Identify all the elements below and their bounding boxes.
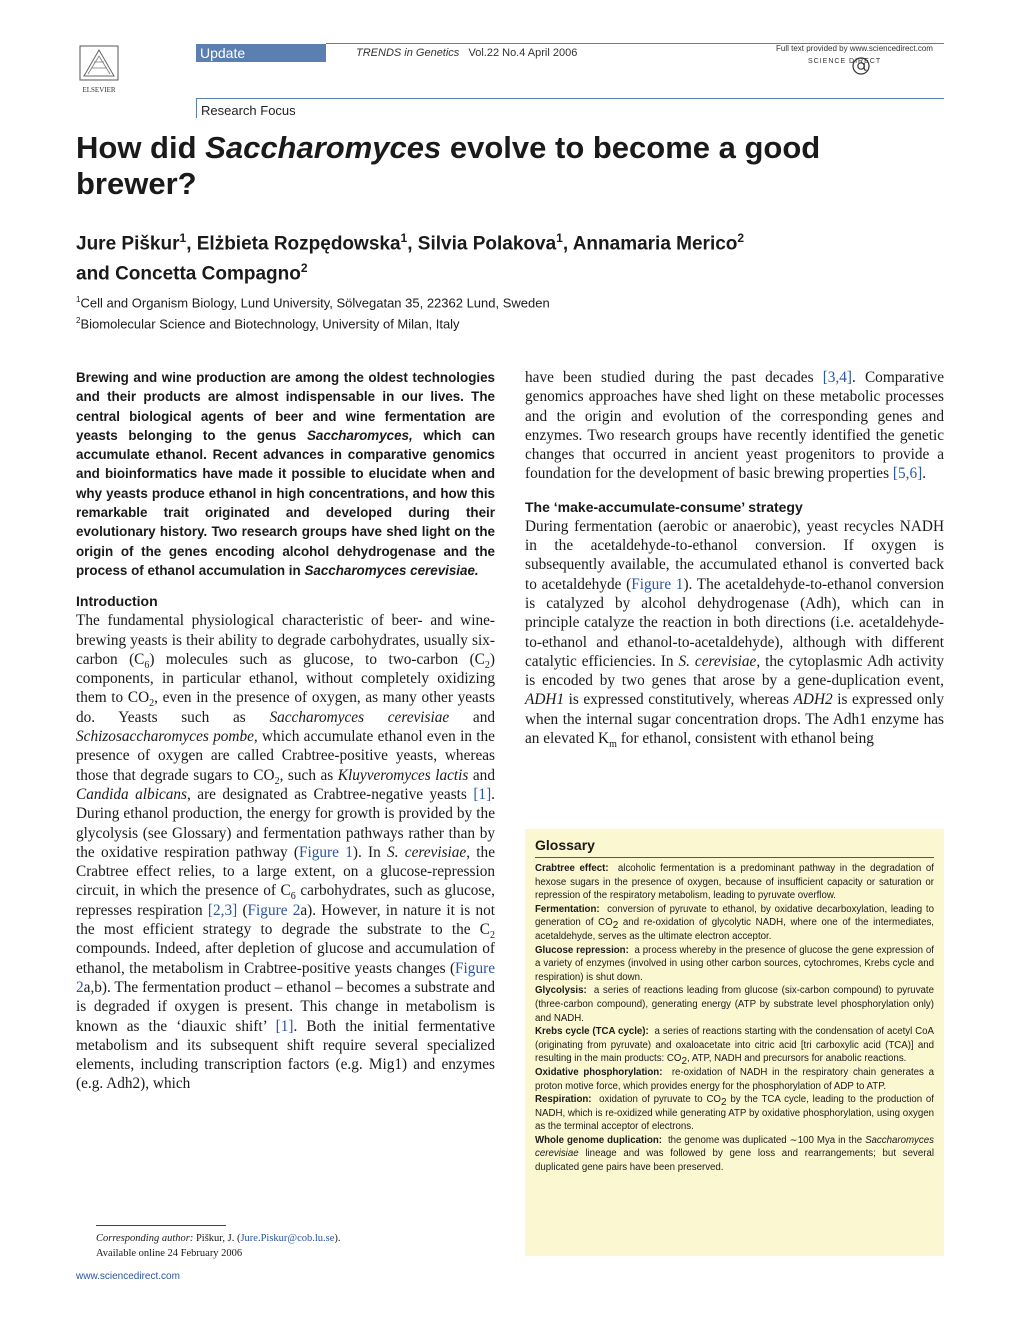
glossary-entry: Crabtree effect: alcoholic fermentation is a predominant pathway in the degradation of hexose sugars in the presence of oxygen, because of insufficient capacity or saturation or repression of the respiratory metabolism, leading to pyruvate overflow. [535,863,934,902]
section-rule-vertical [196,98,197,118]
journal-info [356,47,577,59]
glossary-entry: Oxidative phosphorylation: re-oxidation of NADH in the respiratory chain generates a proton motive force, which provides energy for the phosphorylation of ADP to ATP. [535,1066,934,1092]
glossary-entry: Respiration: oxidation of pyruvate to $CO_2$ by the TCA cycle, leading to the production of NADH, which is re-oxidized while generating ATP by oxidative phosphorylation, using oxygen as the terminal acceptor of electrons. [535,1094,934,1133]
article-title: How did Saccharomyces evolve to become a good brewer? [76,130,821,201]
ref-link[interactable]: [1] [473,785,492,803]
glossary-entry: Krebs cycle (TCA cycle): a series of reactions starting with the condensation of acetyl CoA (originating from pyruvate) and oxaloacetate into citric acid [tri carboxylic acid (TCA)] and resulting in the main products: $CO_2$, ATP, NADH and precursors for anabolic reactions. [535,1026,934,1068]
logo-label: ELSEVIER [82,86,116,94]
author-aff: 2 [300,261,308,276]
figure-link[interactable]: Figure 1 [631,575,684,593]
fulltext-note[interactable]: Full text provided by www.sciencedirect.com [776,44,933,53]
author-name: Concetta Compagno [115,263,301,285]
glossary-entry: Whole genome duplication: the genome was duplicated ∼100 Mya in the Saccharomyces cerevisiae lineage and was followed by gene loss and rearrangements; but several duplicated gene pairs have been preserved. [535,1134,934,1174]
left-column [76,368,495,1094]
glossary-entry: Glycolysis: a series of reactions leading from glucose (six-carbon compound) to pyruvate (three-carbon compound), generating energy (ATP by substrate level phosphorylation only) and NADH. [535,985,935,1024]
site-link[interactable]: www.sciencedirect.com [76,1271,180,1282]
sciencedirect-logo-text: SCIENCE DIRECT [808,58,882,65]
strategy-heading: The ‘make-accumulate-consume’ strategy [525,498,803,515]
intro-heading: Introduction [76,593,158,610]
author-aff: 1 [556,231,563,245]
ref-link[interactable]: [1] [275,1017,294,1035]
continued-paragraph: have been studied during the past decades [3,4]. Comparative genomics approaches have shed light on these metabolic processes and the origin and evolution of the corresponding genes and enzymes. Two research groups have recently identified the genetic changes that occurred in ancient yeast progenitors to provide a foundation for the development of basic brewing properties [5,6]. [525,369,944,483]
section-label: Research Focus [201,103,296,118]
sciencedirect-at-icon [851,56,871,76]
ref-link[interactable]: [2,3] [207,901,238,919]
corr-label: Corresponding author: [96,1233,194,1244]
glossary-entry: Fermentation: conversion of pyruvate to ethanol, by oxidative decarboxylation, leading to generation of $CO_2$ and re-oxidation of glycolytic NADH, where one of the intermediates, acetaldehyde, serves as the ultimate electron acceptor. [535,903,935,942]
affiliations [76,291,936,334]
right-column [525,368,945,751]
abstract: Brewing and wine production are among the oldest technologies and their products are almost indispensable in our lives. The central biological agents of beer and wine fermentation are yeasts belonging to the genus Saccharomyces, which can accumulate ethanol. Recent advances in comparative genomics and bioinformatics have made it possible to elucidate when and why yeasts produce ethanol in high concentrations, and how this remarkable trait originated and developed during their evolutionary history. Two research groups have shed light on the origin of the genes encoding alcohol dehydrogenase and the process of ethanol accumulation in Saccharomyces cerevisiae. [76,370,496,578]
affiliation: $^1$Cell and Organism Biology, Lund University, Sölvegatan 35, 22362 Lund, Sweden [76,295,550,311]
author-name: Silvia Polakova [417,233,557,255]
strategy-paragraph: During fermentation (aerobic or anaerobic), yeast recycles NADH in the acetaldehyde-to-ethanol conversion. If oxygen is subsequently available, the accumulated ethanol is converted back to acetaldehyde (Figure 1). The acetaldehyde-to-ethanol conversion is catalyzed by alcohol dehydrogenase (Adh), which can in principle catalyze the reaction in both directions (i.e. acetaldehyde-to-ethanol and ethanol-to-acetaldehyde), although with different catalytic efficiencies. In S. cerevisiae, the cytoplasmic Adh activity is encoded by two genes that arose by a gene-duplication event, ADH1 is expressed constitutively, whereas ADH2 is expressed only when the internal sugar concentration drops. The Adh1 enzyme has an elevated $K_m$ for ethanol, consistent with ethanol being [525,517,945,751]
author-aff: 2 [737,231,745,245]
figure-link[interactable]: Figure 1 [299,843,353,861]
footnote: Corresponding author: Piškur, J. (Jure.Piskur@cob.lu.se). Available online 24 February 2006 [96,1233,341,1259]
update-tab: Update [196,44,326,62]
volume-info: Vol.22 No.4 April 2006 [468,47,578,59]
ref-link[interactable]: [3,4] [822,369,852,386]
author-aff: 1 [400,231,408,245]
author-name: Jure Piškur [76,233,180,255]
author-name: Elżbieta Rozpędowska [196,233,401,255]
ref-link[interactable]: [5,6] [892,465,923,483]
affiliation: $^2$Biomolecular Science and Biotechnology, University of Milan, Italy [76,316,460,332]
email-link[interactable]: Jure.Piskur@cob.lu.se [240,1233,335,1244]
glossary-title: Glossary [535,837,934,858]
footnote-rule [96,1225,226,1226]
author-name: Annamaria Merico [572,233,738,255]
intro-paragraph: The fundamental physiological characteristic of beer- and wine-brewing yeasts is their ability to degrade carbohydrates, usually six-carbon $(C_6)$ molecules such as glucose, to two-carbon $(C_2)$ components, in particular ethanol, without completely oxidizing them to $CO_2$, even in the presence of oxygen, as many other yeasts do. Yeasts such as Saccharomyces cerevisiae and Schizosaccharomyces pombe, which accumulate ethanol even in the presence of oxygen are called Crabtree-positive yeasts, whereas those that degrade sugars to $CO_2$, such as Kluyveromyces lactis and Candida albicans, are designated as Crabtree-negative yeasts [1]. During ethanol production, the energy for growth is provided by the glycolysis (see Glossary) and fermentation pathways rather than by the oxidative respiration pathway (Figure 1). In S. cerevisiae, the Crabtree effect relies, to a large extent, on a glucose-repression circuit, in which the presence of $C_6$ carbohydrates, such as glucose, represses respiration [2,3] (Figure 2a). However, in nature it is not the most efficient strategy to degrade the substrate to the $C_2$ compounds. Indeed, after depletion of glucose and accumulation of ethanol, the metabolism in Crabtree-positive yeasts changes (Figure 2a,b). The fermentation product – ethanol – becomes a substrate and is degraded if oxygen is present. This change in metabolism is known as the ‘diauxic shift’ [1]. Both the initial fermentative metabolism and its subsequent shift require several specialized elements, including transcription factors (e.g. Mig1) and enzymes (e.g. Adh2), which [76,612,495,1093]
elsevier-logo [76,44,122,96]
available-online: Available online 24 February 2006 [96,1248,243,1259]
author-aff: 1 [179,231,187,245]
figure-link[interactable]: Figure 2 [247,901,301,919]
figure-link[interactable]: Figure 2 [76,959,495,996]
journal-name: TRENDS in Genetics [356,47,460,59]
glossary-box [525,829,944,1256]
section-rule [196,98,944,99]
glossary-entry: Glucose repression: a process whereby in the presence of glucose the gene expression of a variety of enzymes (involved in using other carbon sources, cytochromes, Krebs cycle and respiration) is shut down. [535,944,934,983]
author-list: Jure Piškur$^1$, Elżbieta Rozpędowska$^1$, Silvia Polakova$^1$, Annamaria Merico$^2$ and Concetta Compagno$^2$ [76,231,745,285]
